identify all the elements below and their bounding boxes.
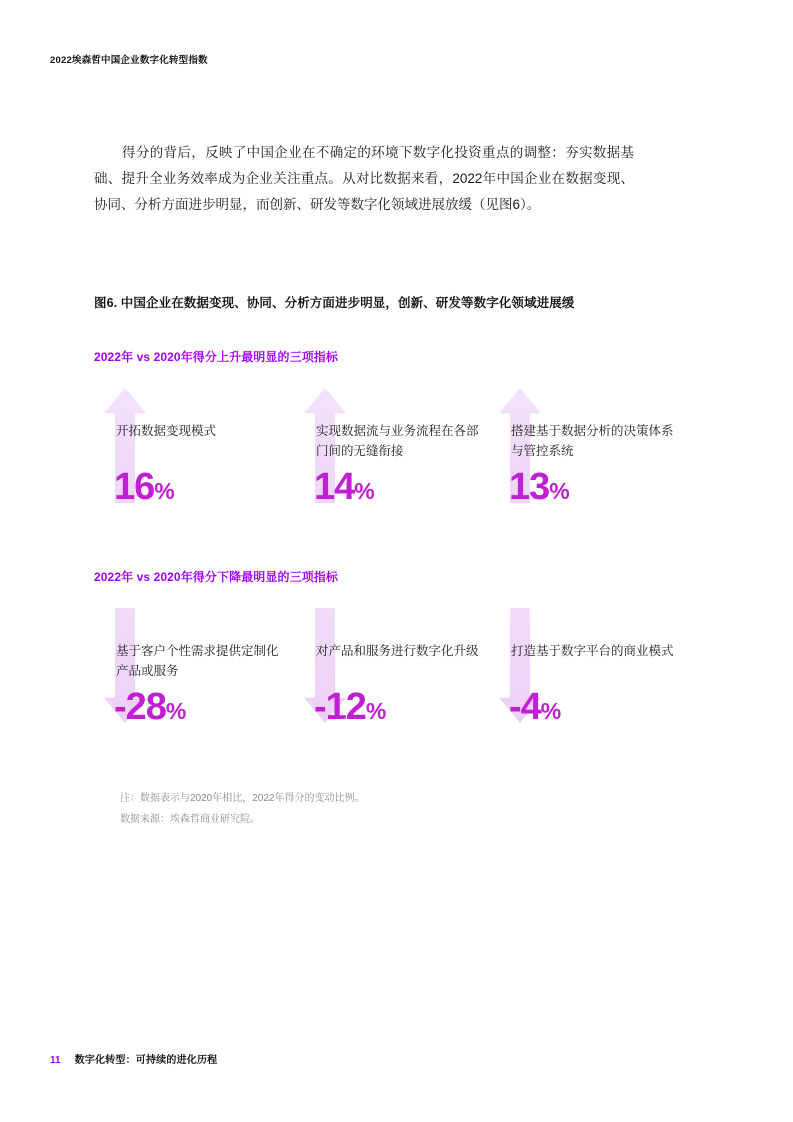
metric-value [314,686,386,732]
metric-unit: % [540,698,562,724]
metric-label: 基于客户个性需求提供定制化产品或服务 [116,644,279,678]
footer-title: 数字化转型：可持续的进化历程 [74,1055,218,1066]
page-footer [50,1051,217,1066]
metric-value [509,466,570,512]
metric-label: 搭建基于数据分析的决策体系与管控系统 [511,424,674,458]
figure-note: 注：数据表示与2020年相比，2022年得分的变动比例。 [120,793,365,804]
metric-number: -28 [114,686,166,728]
metric-unit: % [154,478,175,504]
group-heading-decrease: 2022年 vs 2020年得分下降最明显的三项指标 [94,570,339,584]
metric-number: -12 [314,686,366,728]
metric-number: 13 [509,466,550,508]
metric-number: 16 [114,466,155,508]
metric-label: 打造基于数字平台的商业模式 [511,644,674,658]
metric-value [314,466,375,512]
metric-unit: % [354,478,375,504]
metric-value [509,686,561,732]
group-heading-increase: 2022年 vs 2020年得分上升最明显的三项指标 [94,350,339,364]
metric-unit: % [165,698,187,724]
body-paragraph: 得分的背后，反映了中国企业在不确定的环境下数字化投资重点的调整：夯实数据基础、提升全业务效率成为企业关注重点。从对比数据来看，2022年中国企业在数据变现、协同、分析方面进步明显，而创新、研发等数字化领域进展放缓（见图6）。 [94,145,634,212]
metric-value [114,686,186,732]
document-header: 2022埃森哲中国企业数字化转型指数 [50,55,208,66]
metric-label: 开拓数据变现模式 [116,424,217,438]
metric-number: 14 [314,466,355,508]
metric-unit: % [549,478,570,504]
metric-label: 实现数据流与业务流程在各部门间的无缝衔接 [316,424,479,458]
figure-source: 数据来源：埃森哲商业研究院。 [120,814,260,825]
page-number: 11 [50,1055,61,1066]
figure-title: 图6. 中国企业在数据变现、协同、分析方面进步明显，创新、研发等数字化领域进展缓 [94,296,575,310]
metric-label: 对产品和服务进行数字化升级 [316,644,479,658]
metric-unit: % [365,698,387,724]
metric-number: -4 [509,686,541,728]
metric-value [114,466,175,512]
figure-notes [120,788,365,830]
